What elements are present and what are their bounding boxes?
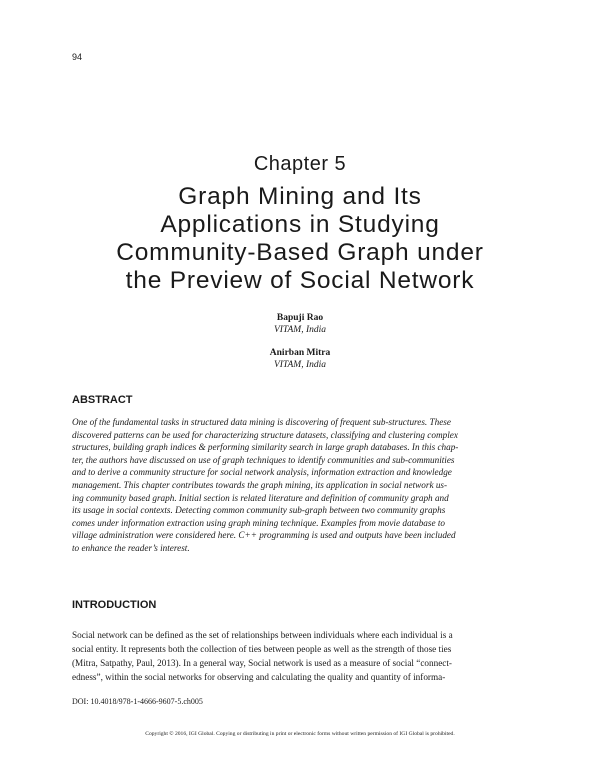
abstract-line: and to derive a community structure for social network analysis, information extraction and knowledge [72,467,452,478]
introduction-body [72,628,528,684]
author-name: Bapuji Rao [276,313,324,323]
author-block [0,347,600,371]
author-affiliation: VITAM, India [273,325,327,335]
abstract-line: management. This chapter contributes towards the graph mining, its application in social network us- [72,479,448,490]
abstract-line: discovered patterns can be used for characterizing structure datasets, classifying and clustering complex [72,429,458,440]
abstract-line: village administration were considered here. C++ programming is used and outputs have been included [72,530,456,541]
abstract-line: ter, the authors have discussed on use of graph techniques to identify communities and sub-communities [72,454,455,465]
page-number: 94 [72,52,83,62]
abstract-line: structures, building graph indices & performing similarity search in large graph databases. In this chap- [72,442,459,453]
title-line: Applications in Studying [160,211,440,238]
title-line: Community-Based Graph under [116,239,484,266]
chapter-label: Chapter 5 [253,153,347,175]
doi-text: DOI: 10.4018/978-1-4666-9607-5.ch005 [72,697,203,706]
chapter-title [40,183,560,295]
abstract-line: to enhance the reader’s interest. [72,542,190,553]
abstract-line: its usage in social contexts. Detecting common community sub-graph between two community graphs [72,505,446,516]
author-block [0,312,600,336]
intro-line: social entity. It represents both the collection of ties between people as well as the strength of those ties [72,644,452,654]
author-name: Anirban Mitra [269,348,331,358]
title-line: Graph Mining and Its [178,183,422,210]
author-affiliation: VITAM, India [273,360,327,370]
intro-line: edness”, within the social networks for observing and calculating the quality and quantity of informa- [72,672,446,682]
abstract-line: ing community based graph. Initial section is related literature and definition of community graph and [72,492,449,503]
copyright-notice: Copyright © 2016, IGI Global. Copying or distributing in print or electronic forms without written permission of IGI Global is prohibited. [145,731,455,737]
intro-line: Social network can be defined as the set of relationships between individuals where each individual is a [72,630,453,640]
abstract-body [72,416,528,555]
abstract-heading: ABSTRACT [72,394,133,406]
title-line: the Preview of Social Network [125,267,475,294]
abstract-line: One of the fundamental tasks in structured data mining is discovering of frequent sub-structures. These [72,417,451,427]
intro-line: (Mitra, Satpathy, Paul, 2013). In a general way, Social network is used as a measure of social “connect- [72,658,452,668]
abstract-line: comes under information extraction using graph mining technique. Examples from movie database to [72,517,445,528]
introduction-heading: INTRODUCTION [72,599,157,611]
